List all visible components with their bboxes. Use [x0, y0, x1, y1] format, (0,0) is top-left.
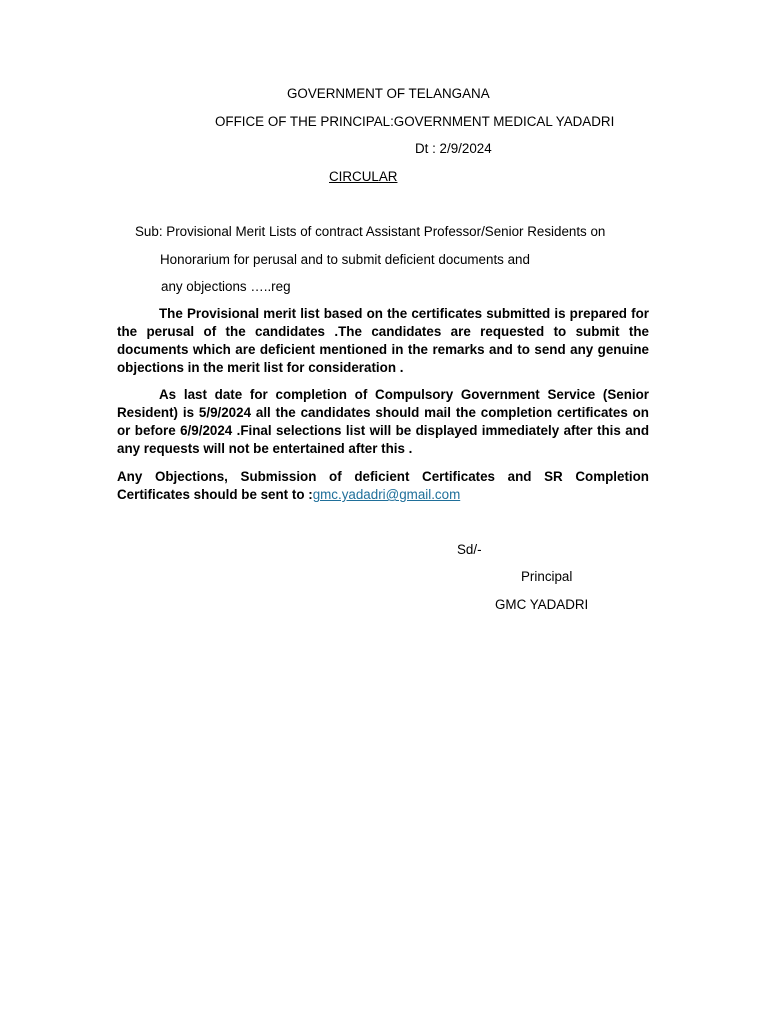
subject-line-2: Honorarium for perusal and to submit deficient documents and	[160, 252, 530, 267]
government-heading: GOVERNMENT OF TELANGANA	[287, 86, 490, 101]
paragraph-2-text: As last date for completion of Compulsory Government Service (Senior Resident) is 5/9/2024 all the candidates should mail the completion certificates on or before 6/9/2024 .Final selections list will be displayed immediately after this and any requests will not be entertained after this .	[117, 387, 649, 456]
body-paragraph-1	[117, 305, 649, 377]
paragraph-3-text: Any Objections, Submission of deficient Certificates and SR Completion Certificates should be sent to :	[117, 469, 649, 502]
office-heading: OFFICE OF THE PRINCIPAL:GOVERNMENT MEDICAL YADADRI	[215, 114, 615, 129]
paragraph-1-text: The Provisional merit list based on the certificates submitted is prepared for the perusal of the candidates .The candidates are requested to submit the documents which are deficient mentioned in the remarks and to send any genuine objections in the merit list for consideration .	[117, 306, 649, 375]
email-link[interactable]: gmc.yadadri@gmail.com	[312, 487, 461, 502]
circular-title: CIRCULAR	[329, 169, 398, 184]
circular-date: Dt : 2/9/2024	[415, 141, 492, 156]
signature-designation: Principal	[521, 569, 573, 584]
subject-line-1: Sub: Provisional Merit Lists of contract Assistant Professor/Senior Residents on	[135, 224, 606, 239]
subject-line-3: any objections …..reg	[161, 279, 291, 294]
body-paragraph-3	[117, 468, 649, 504]
signature-sd: Sd/-	[457, 542, 482, 557]
body-paragraph-2	[117, 386, 649, 458]
signature-institution: GMC YADADRI	[495, 597, 589, 612]
